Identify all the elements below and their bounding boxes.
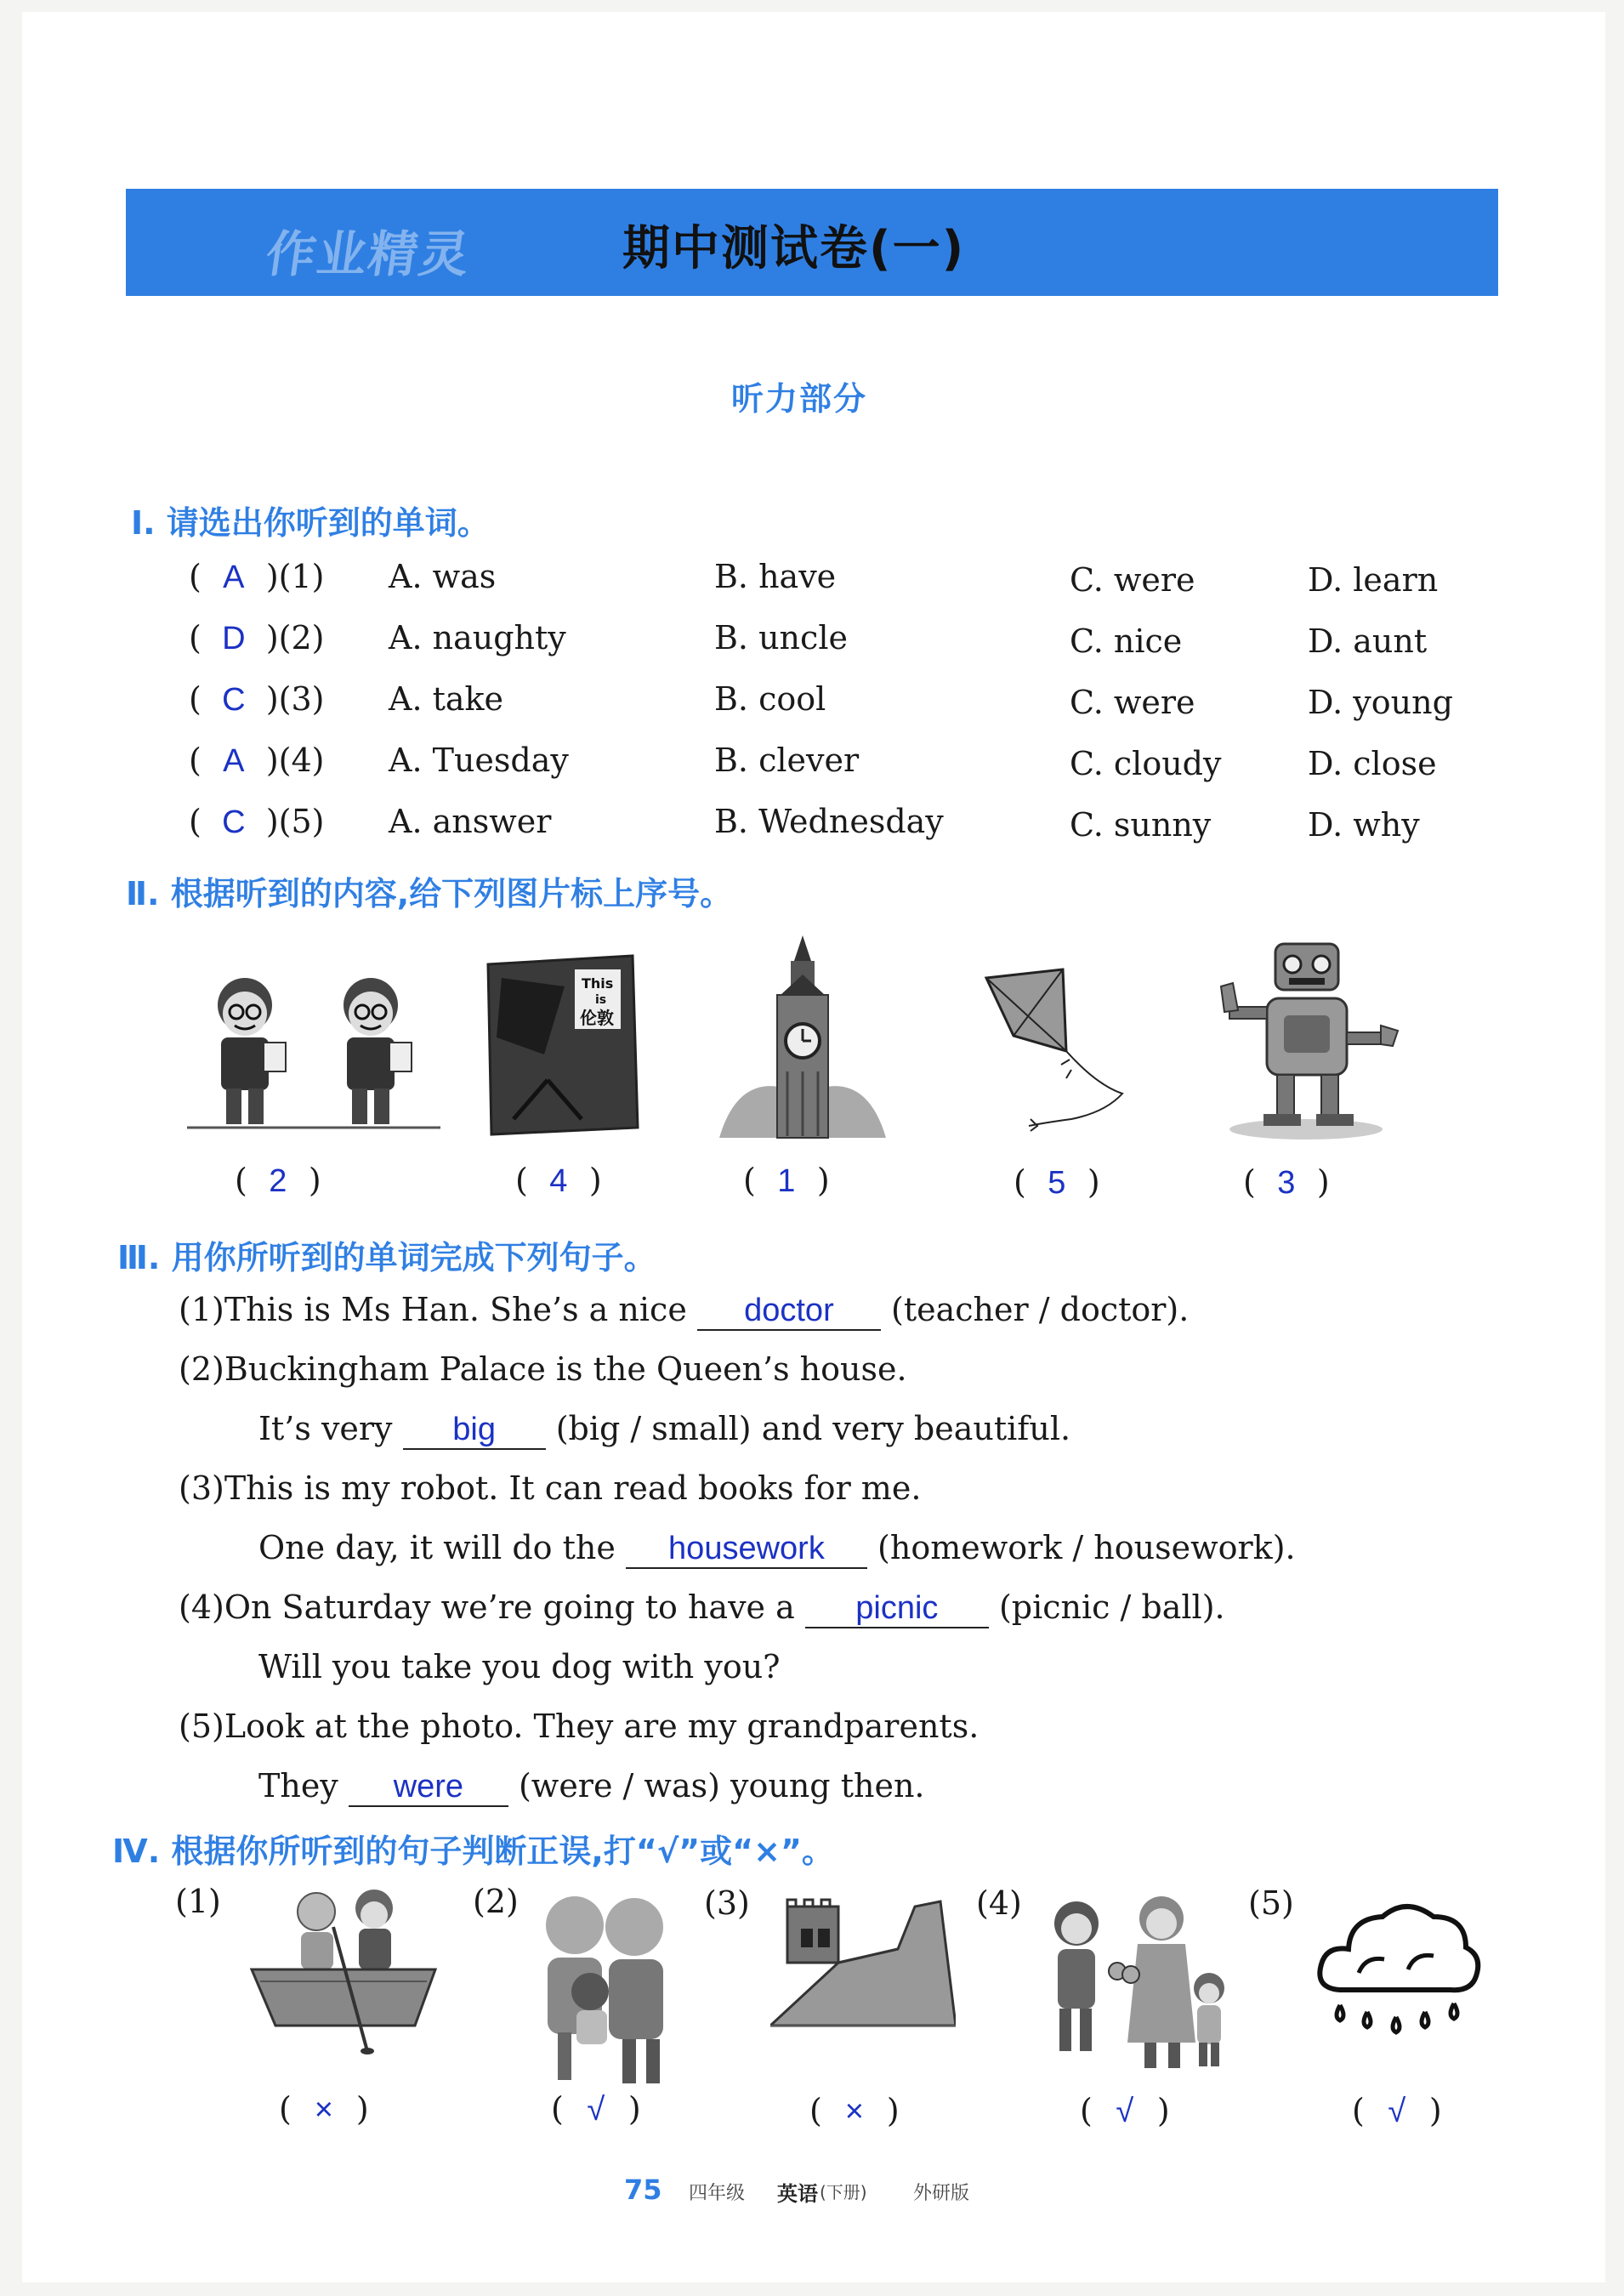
item-number: (1) <box>175 1883 221 1920</box>
judgement-answer: ( × ) <box>809 2092 900 2129</box>
sentence-number: (2) <box>179 1350 224 1388</box>
sentence-text: One day, it will do the <box>258 1529 616 1566</box>
answer-paren-open: ( <box>189 803 202 840</box>
picture-answer-value: 2 <box>269 1163 287 1199</box>
twins-with-books-picture <box>185 961 457 1131</box>
question-row <box>189 619 324 657</box>
option-c: C. were <box>1070 561 1195 599</box>
sentence-options: (were / was) young then. <box>518 1767 925 1804</box>
page-number: 75 <box>624 2174 662 2206</box>
question-number: (3) <box>278 680 325 718</box>
great-wall-picture <box>770 1890 956 2031</box>
option-d: D. why <box>1308 806 1420 844</box>
section-3-heading: Ⅲ. 用你所听到的单词完成下列句子。 <box>117 1239 656 1276</box>
book-text-title: 伦敦 <box>580 1008 614 1028</box>
judgement-answer: ( × ) <box>279 2090 369 2128</box>
question-number: (1) <box>278 558 325 595</box>
section-2-heading: Ⅱ. 根据听到的内容,给下列图片标上序号。 <box>126 875 733 912</box>
sentence-text: They <box>258 1767 338 1804</box>
option-a: A. was <box>389 558 497 595</box>
grandparents-with-girl-picture <box>520 1890 690 2085</box>
option-a: A. naughty <box>389 619 566 656</box>
sentence-4 <box>179 1588 1225 1628</box>
sentence-text: On Saturday we’re going to have a <box>224 1588 795 1626</box>
sentence-options: (teacher / doctor). <box>891 1291 1190 1328</box>
sentence-text: Buckingham Palace is the Queen’s house. <box>224 1350 907 1388</box>
sentence-options: (homework / housework). <box>877 1529 1296 1566</box>
answer-paren-open: ( <box>189 619 202 656</box>
judgement-answer: ( √ ) <box>1352 2092 1442 2129</box>
sentence-options: (picnic / ball). <box>998 1588 1225 1626</box>
book-text-is: is <box>595 993 607 1007</box>
choice-answer: C <box>222 682 246 718</box>
fill-blank-answer: were <box>349 1769 508 1807</box>
sentence-5 <box>179 1708 979 1745</box>
option-b: B. uncle <box>714 619 848 656</box>
judgement-mark: √ <box>587 2092 605 2128</box>
robot-picture <box>1212 935 1401 1139</box>
judgement-answer: ( √ ) <box>1080 2092 1170 2129</box>
fill-blank-answer: doctor <box>697 1293 881 1331</box>
question-row <box>189 558 324 596</box>
page-title: 期中测试卷(一) <box>622 221 966 276</box>
option-b: B. clever <box>714 742 860 779</box>
picture-answer: ( 4 ) <box>515 1162 602 1199</box>
option-d: D. young <box>1308 684 1453 721</box>
sentence-text: It’s very <box>258 1410 393 1447</box>
answer-paren-close: ) <box>265 619 279 656</box>
book-text-this: This <box>582 975 614 992</box>
answer-paren-open: ( <box>189 558 202 595</box>
answer-paren-close: ) <box>265 680 279 718</box>
footer-edition: 外研版 <box>913 2183 970 2204</box>
item-number: (4) <box>976 1884 1022 1922</box>
sentence-1 <box>179 1291 1189 1331</box>
choice-answer: C <box>222 804 246 840</box>
sentence-number: (3) <box>179 1469 224 1507</box>
option-a: A. take <box>389 680 504 718</box>
judgement-mark: × <box>844 2094 864 2129</box>
question-row <box>189 742 324 780</box>
sentence-5-line-2 <box>258 1767 925 1807</box>
question-number: (2) <box>278 619 325 656</box>
option-c: C. sunny <box>1070 806 1212 844</box>
judgement-mark: × <box>314 2092 333 2128</box>
option-b: B. have <box>714 558 837 595</box>
sentence-number: (5) <box>179 1708 224 1745</box>
picture-answer: ( 2 ) <box>235 1162 321 1199</box>
option-a: A. Tuesday <box>389 742 569 779</box>
sentence-number: (4) <box>179 1588 224 1626</box>
picture-answer-value: 3 <box>1277 1165 1296 1201</box>
family-with-ice-cream-picture <box>1042 1890 1243 2073</box>
option-b: B. Wednesday <box>714 803 944 840</box>
picture-answer-value: 4 <box>549 1163 568 1199</box>
option-b: B. cool <box>714 680 826 718</box>
part-title: 听力部分 <box>731 380 868 418</box>
sentence-3 <box>179 1469 921 1507</box>
answer-paren-close: ) <box>265 742 279 779</box>
sentence-4-line-2: Will you take you dog with you? <box>258 1648 781 1685</box>
section-4-heading: Ⅳ. 根据你所听到的句子判断正误,打“√”或“×”。 <box>112 1833 834 1870</box>
option-a: A. answer <box>389 803 552 840</box>
item-number: (2) <box>473 1883 519 1920</box>
picture-answer: ( 3 ) <box>1243 1163 1330 1201</box>
sentence-text: This is Ms Han. She’s a nice <box>224 1291 687 1328</box>
picture-answer: ( 1 ) <box>743 1162 830 1199</box>
book-this-is-london-picture <box>480 952 641 1136</box>
footer-subject: 英语 <box>777 2182 818 2206</box>
question-number: (4) <box>278 742 325 779</box>
option-d: D. learn <box>1308 561 1439 599</box>
sentence-text: Look at the photo. They are my grandparents. <box>224 1708 980 1745</box>
choice-answer: A <box>223 743 245 779</box>
answer-paren-open: ( <box>189 742 202 779</box>
option-c: C. cloudy <box>1070 745 1222 782</box>
judgement-answer: ( √ ) <box>551 2090 641 2128</box>
judgement-mark: √ <box>1116 2094 1134 2129</box>
sentence-text: This is my robot. It can read books for me. <box>224 1469 922 1507</box>
option-c: C. were <box>1070 684 1195 721</box>
fill-blank-answer: picnic <box>805 1590 989 1628</box>
picture-answer-value: 5 <box>1048 1165 1066 1201</box>
big-ben-picture <box>719 935 886 1139</box>
footer-volume: (下册) <box>820 2182 867 2202</box>
sentence-options: (big / small) and very beautiful. <box>555 1410 1071 1447</box>
sentence-2-line-2 <box>258 1410 1070 1450</box>
section-1-heading: Ⅰ. 请选出你听到的单词。 <box>131 504 490 542</box>
rain-cloud-picture <box>1315 1888 1483 2066</box>
kids-rowing-boat-picture <box>248 1876 442 2058</box>
fill-blank-answer: housework <box>626 1531 867 1569</box>
answer-paren-close: ) <box>265 558 279 595</box>
judgement-mark: √ <box>1388 2094 1406 2129</box>
sentence-2 <box>179 1350 907 1388</box>
kite-picture <box>969 966 1136 1136</box>
choice-answer: A <box>223 560 245 595</box>
option-d: D. aunt <box>1308 622 1428 660</box>
item-number: (3) <box>704 1884 750 1922</box>
picture-answer-value: 1 <box>777 1163 796 1199</box>
question-row <box>189 680 324 719</box>
sentence-number: (1) <box>179 1291 224 1328</box>
answer-paren-close: ) <box>265 803 279 840</box>
item-number: (5) <box>1248 1884 1294 1922</box>
watermark: 作业精灵 <box>262 225 475 283</box>
fill-blank-answer: big <box>403 1412 546 1450</box>
answer-paren-open: ( <box>189 680 202 718</box>
option-c: C. nice <box>1070 622 1183 660</box>
picture-answer: ( 5 ) <box>1014 1163 1100 1201</box>
sentence-3-line-2 <box>258 1529 1296 1569</box>
question-number: (5) <box>278 803 325 840</box>
choice-answer: D <box>222 621 246 656</box>
option-d: D. close <box>1308 745 1437 782</box>
footer-grade: 四年级 <box>689 2183 746 2204</box>
question-row <box>189 803 324 841</box>
